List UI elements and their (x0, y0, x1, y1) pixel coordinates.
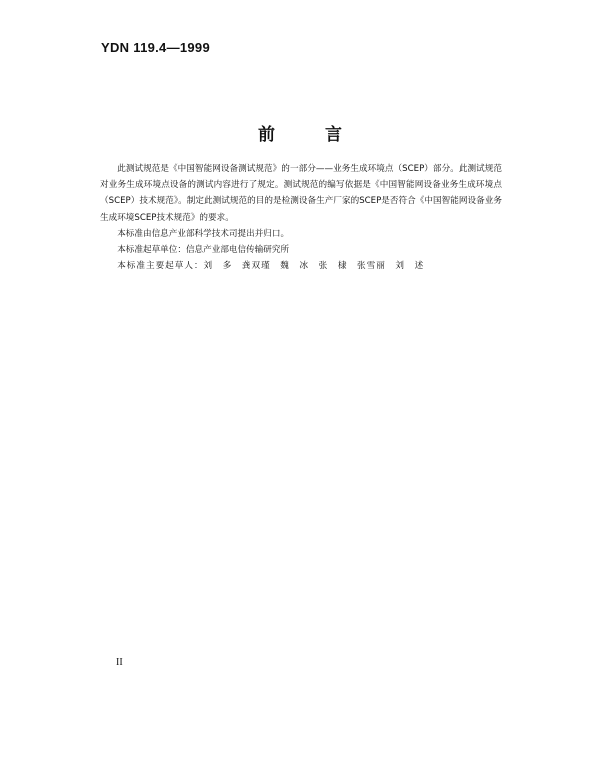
drafters-paragraph: 本标准主要起草人：刘 多 龚双瑾 魏 冰 张 棣 张雪丽 刘 述 (117, 261, 425, 272)
intro-paragraph: 此测试规范是《中国智能网设备测试规范》的一部分——业务生成环境点（SCEP）部分。此测试规范对业务生成环境点设备的测试内容进行了规定。测试规范的编写依据是《中国智能网设备业务生成环境点（SCEP）技术规范》。制定此测试规范的目的是检测设备生产厂家的SCEP是否符合《中国智能网设备业务生成环境SCEP技术规范》的要求。 (100, 164, 502, 223)
foreword-body (100, 161, 502, 274)
drafting-unit-paragraph: 本标准起草单位：信息产业部电信传输研究所 (117, 245, 290, 256)
standard-code: YDN 119.4—1999 (101, 40, 210, 55)
page-title: 前 言 (258, 125, 364, 145)
proposer-paragraph: 本标准由信息产业部科学技术司提出并归口。 (117, 228, 290, 239)
page-number: II (116, 657, 123, 668)
